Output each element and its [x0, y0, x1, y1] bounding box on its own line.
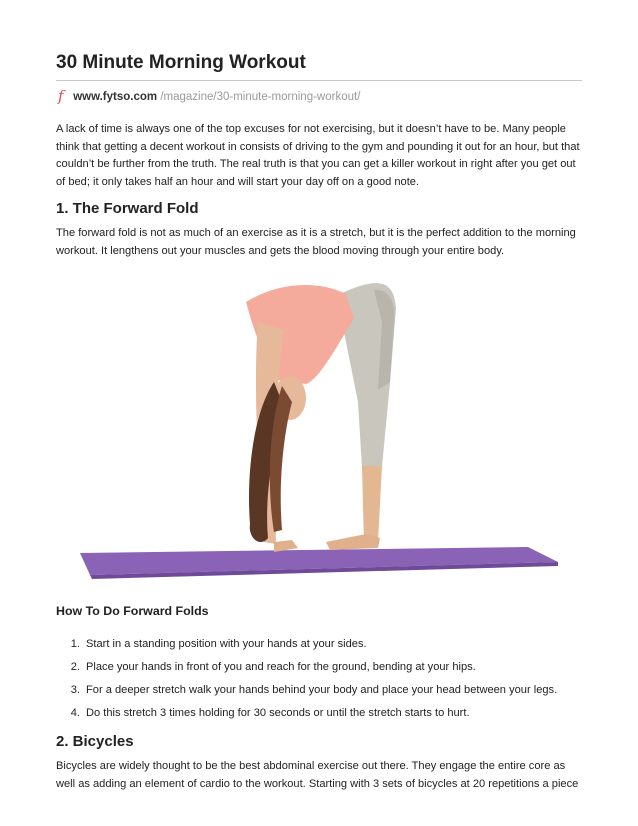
list-item: 1. Start in a standing position with your hands at your sides.: [70, 638, 367, 650]
step-text: Start in a standing position with your hands at your sides.: [86, 638, 367, 650]
list-item: 4. Do this stretch 3 times holding for 30 seconds or until the stretch starts to hurt.: [70, 707, 470, 719]
bicycles-paragraph: Bicycles are widely thought to be the best abdominal exercise out there. They engage the entire core as well as adding an element of cardio to the workout. Starting with 3 sets of bicycles at 20 repetitions a piece: [56, 760, 579, 790]
forward-fold-paragraph: The forward fold is not as much of an exercise as it is a stretch, but it is the perfect addition to the morning workout. It lengthens out your muscles and gets the blood moving through your entire body.: [56, 227, 576, 257]
source-line: [58, 87, 360, 105]
step-text: For a deeper stretch walk your hands behind your body and place your head between your legs.: [86, 684, 558, 696]
forward-fold-photo: [78, 262, 560, 584]
howto-heading: How To Do Forward Folds: [56, 604, 209, 618]
fytso-logo-icon: f: [58, 87, 64, 105]
source-path-link[interactable]: /magazine/30-minute-morning-workout/: [160, 91, 361, 103]
page-title: 30 Minute Morning Workout: [56, 52, 306, 73]
step-text: Place your hands in front of you and reach for the ground, bending at your hips.: [86, 661, 476, 673]
list-item: 3. For a deeper stretch walk your hands behind your body and place your head between your legs.: [70, 684, 558, 696]
step-text: Do this stretch 3 times holding for 30 seconds or until the stretch starts to hurt.: [86, 707, 470, 719]
list-item: 2. Place your hands in front of you and reach for the ground, bending at your hips.: [70, 661, 476, 673]
section-heading-forward-fold: 1. The Forward Fold: [56, 200, 199, 217]
howto-steps: [56, 633, 596, 725]
intro-paragraph: A lack of time is always one of the top excuses for not exercising, but it doesn’t have to be. Many people think that getting a decent workout in consists of driving to the gym and pounding it out for an hour, but that couldn’t be further from the truth. The real truth is that you can get a killer workout in right after you get out of bed; it only takes half an hour and will start your day off on a good note.: [56, 123, 580, 188]
section-heading-bicycles: 2. Bicycles: [56, 733, 134, 750]
source-domain-link[interactable]: www.fytso.com: [73, 91, 158, 103]
title-divider: [56, 80, 582, 81]
